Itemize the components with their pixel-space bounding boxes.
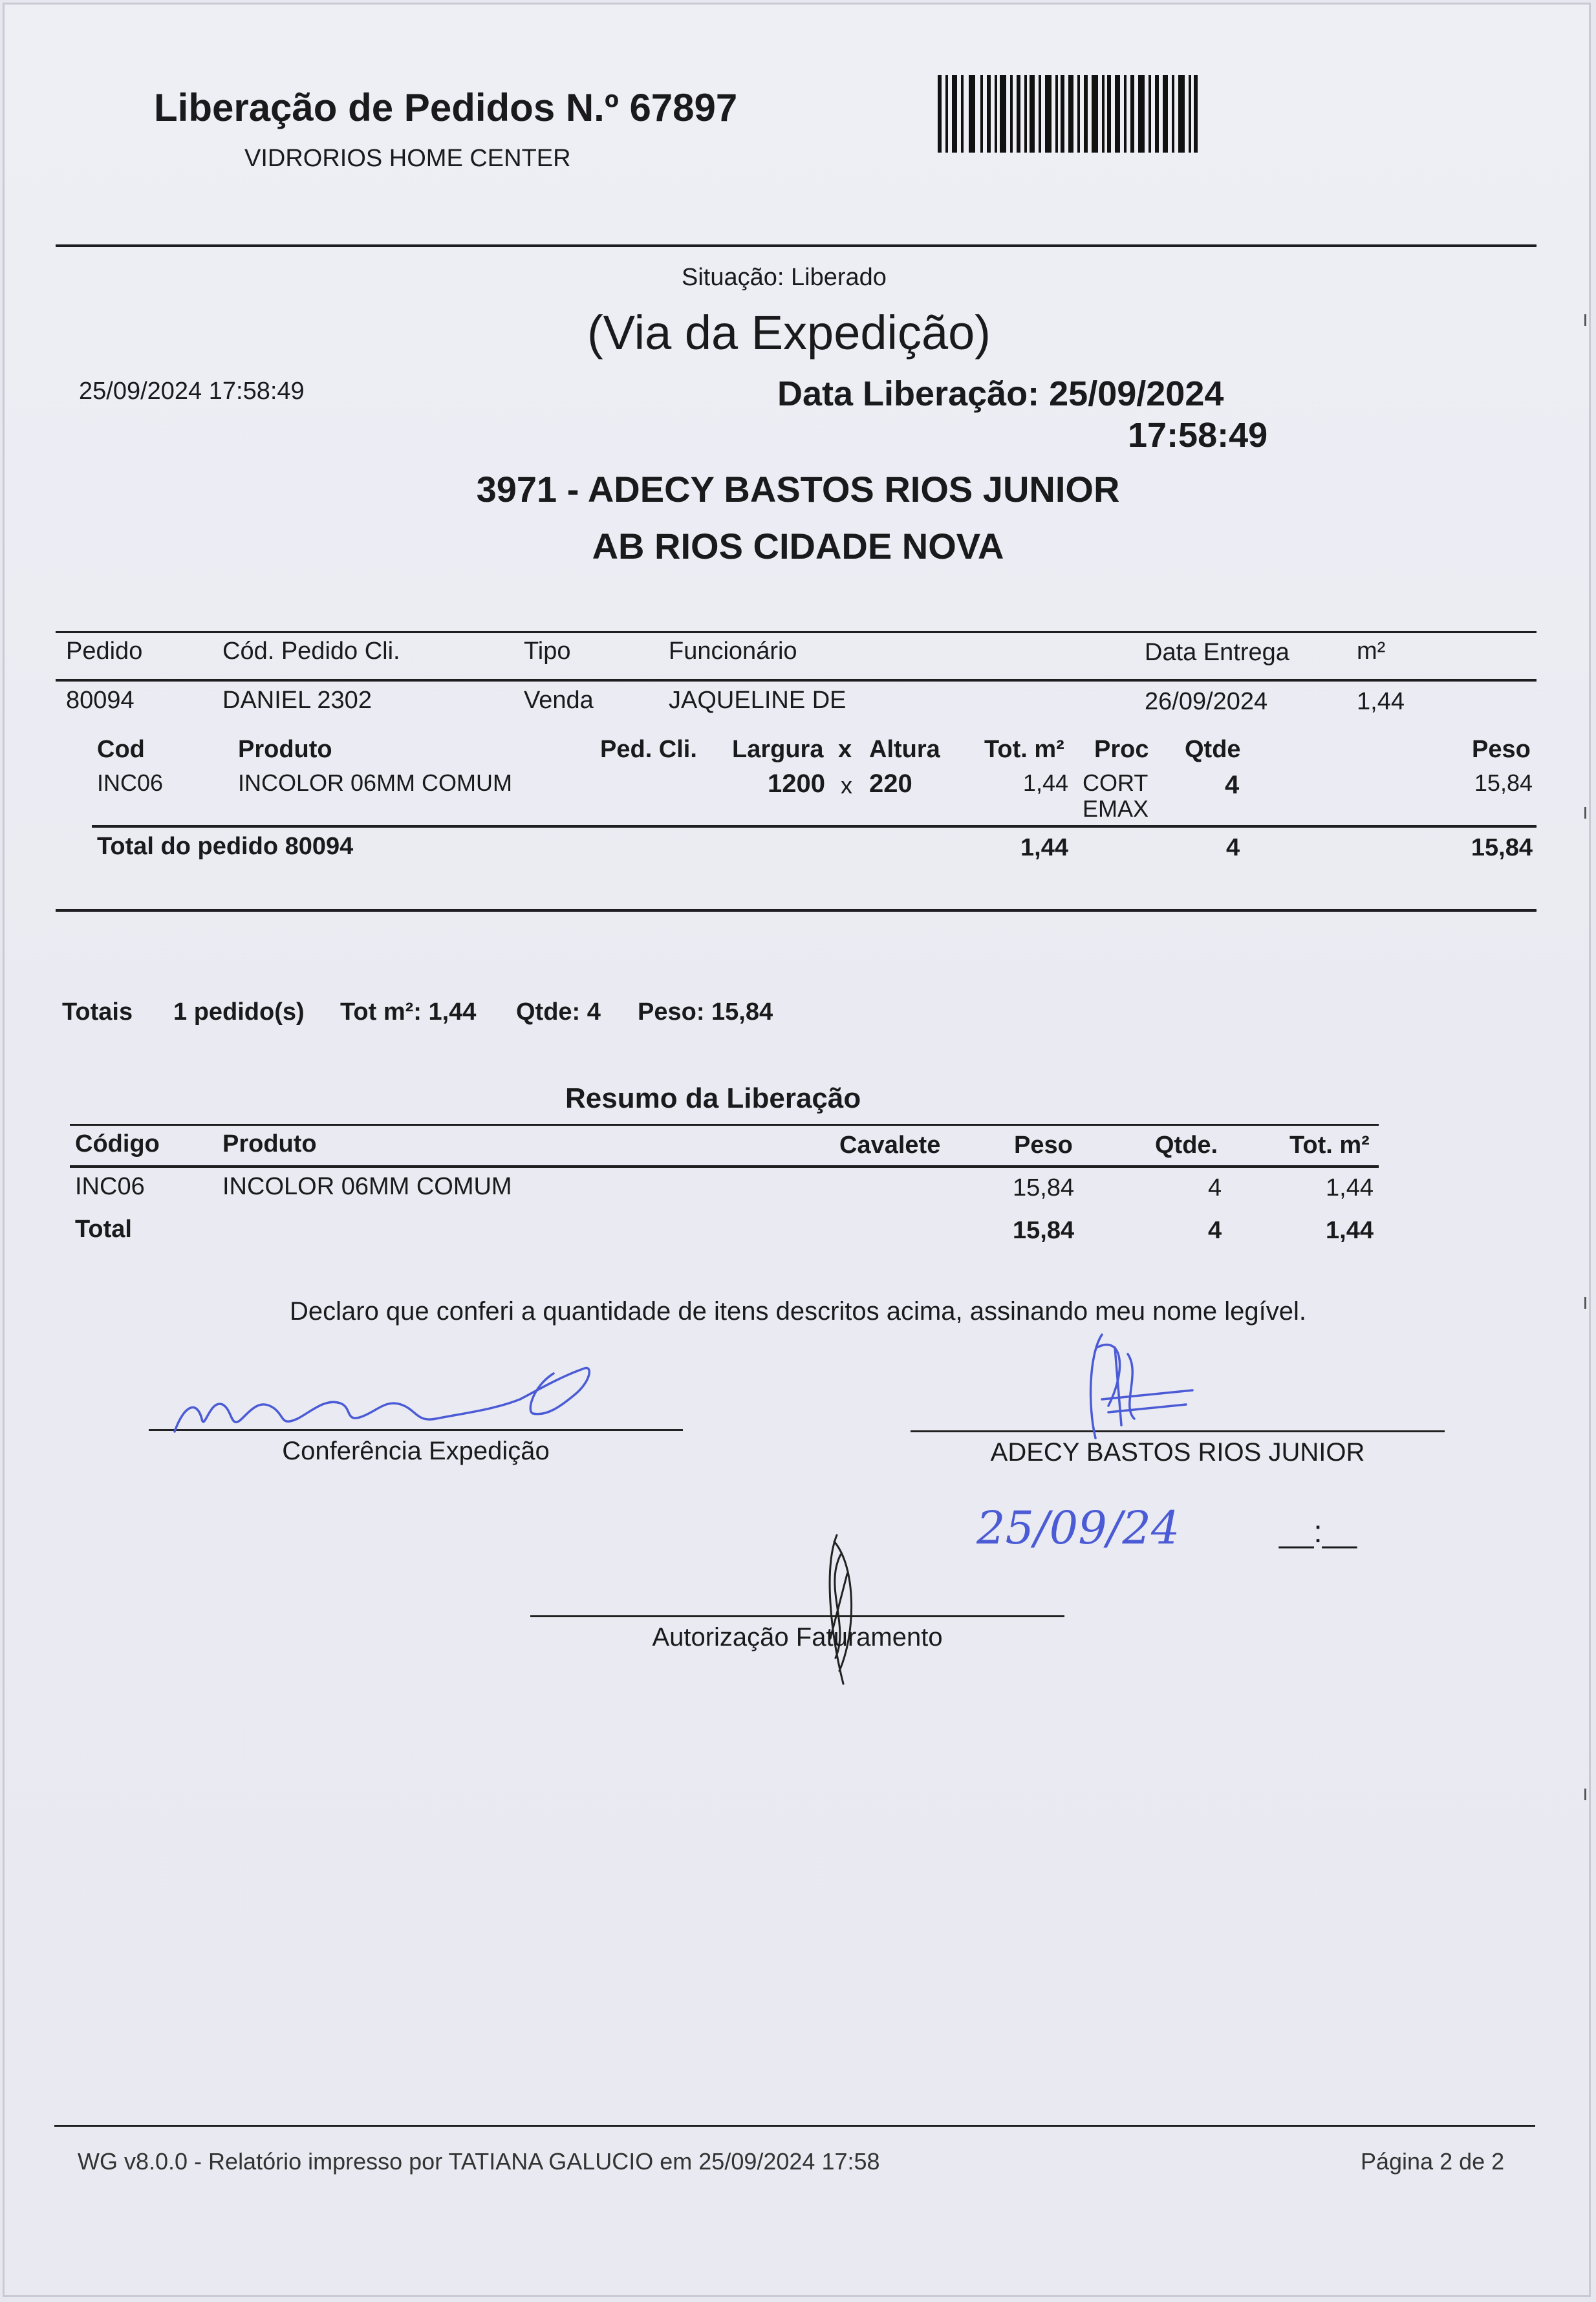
item-peso-value: 15,84 [1474, 769, 1533, 796]
order-cod-pedido-value: DANIEL 2302 [222, 687, 372, 714]
date-time-blank: __:__ [1279, 1515, 1357, 1549]
margin-mark [1584, 807, 1586, 819]
totals-pedidos: 1 pedido(s) [173, 998, 305, 1026]
client-signature-label: ADECY BASTOS RIOS JUNIOR [990, 1438, 1365, 1467]
client-store: AB RIOS CIDADE NOVA [592, 526, 1004, 566]
summary-peso-value: 15,84 [1013, 1174, 1075, 1201]
summary-codigo-value: INC06 [75, 1173, 145, 1200]
item-col-ped-cli: Ped. Cli. [600, 736, 697, 763]
item-col-cod: Cod [97, 736, 145, 763]
billing-signature-label: Autorização Faturamento [652, 1623, 943, 1651]
item-col-x: x [838, 736, 852, 763]
item-col-altura: Altura [869, 736, 940, 763]
item-qtde-value: 4 [1225, 771, 1240, 799]
expedition-signature-label: Conferência Expedição [282, 1437, 550, 1465]
summary-total-m2: 1,44 [1326, 1217, 1374, 1244]
summary-col-tot-m2: Tot. m² [1289, 1132, 1370, 1159]
order-table-header-rule [56, 679, 1537, 682]
footer-page-number: Página 2 de 2 [1361, 2148, 1505, 2175]
item-cod-value: INC06 [97, 769, 164, 796]
totals-qtde: Qtde: 4 [516, 998, 601, 1026]
summary-qtde-value: 4 [1208, 1174, 1222, 1201]
totals-m2: Tot m²: 1,44 [340, 998, 477, 1026]
order-col-cod-pedido: Cód. Pedido Cli. [222, 638, 400, 665]
order-col-data-entrega: Data Entrega [1145, 639, 1289, 666]
order-col-funcionario: Funcionário [669, 638, 797, 665]
order-tipo-value: Venda [524, 687, 594, 714]
order-col-m2: m² [1357, 638, 1386, 665]
item-col-produto: Produto [238, 736, 332, 763]
item-col-proc: Proc [1094, 736, 1149, 763]
order-total-peso: 15,84 [1471, 834, 1533, 861]
item-altura-value: 220 [869, 769, 912, 798]
release-time: 17:58:49 [1128, 416, 1268, 455]
margin-mark [1584, 1297, 1586, 1309]
summary-top-rule [70, 1124, 1379, 1126]
expedition-signature-ink [171, 1354, 598, 1451]
item-x-value: x [841, 772, 852, 799]
header-divider [56, 244, 1537, 247]
document-title: Liberação de Pedidos N.º 67897 [154, 86, 738, 129]
order-col-pedido: Pedido [66, 638, 143, 665]
copy-label: (Via da Expedição) [587, 306, 991, 360]
order-table-top-rule [56, 631, 1537, 633]
item-col-largura: Largura [732, 736, 824, 763]
item-col-peso: Peso [1472, 736, 1531, 763]
item-total-rule [92, 825, 1537, 828]
items-section-end-rule [56, 909, 1537, 912]
totals-label: Totais [62, 998, 133, 1026]
summary-col-produto: Produto [222, 1130, 317, 1157]
summary-total-peso: 15,84 [1013, 1217, 1075, 1244]
item-proc-value-1: CORT [1083, 769, 1148, 796]
client-name: 3971 - ADECY BASTOS RIOS JUNIOR [476, 469, 1120, 510]
order-total-qtde: 4 [1226, 834, 1240, 861]
order-col-tipo: Tipo [524, 638, 571, 665]
margin-mark [1584, 1789, 1586, 1800]
summary-col-peso: Peso [1014, 1132, 1073, 1159]
client-signature-ink [1083, 1328, 1199, 1451]
footer-print-info: WG v8.0.0 - Relatório impresso por TATIANA GALUCIO em 25/09/2024 17:58 [78, 2148, 880, 2175]
barcode-image [938, 75, 1199, 154]
summary-title: Resumo da Liberação [565, 1082, 861, 1114]
company-name: VIDRORIOS HOME CENTER [244, 145, 571, 172]
order-pedido-value: 80094 [66, 687, 135, 714]
order-data-entrega-value: 26/09/2024 [1145, 688, 1268, 715]
footer-rule [54, 2125, 1535, 2127]
summary-tot-m2-value: 1,44 [1326, 1174, 1374, 1201]
totals-peso: Peso: 15,84 [638, 998, 773, 1026]
summary-col-qtde: Qtde. [1155, 1132, 1218, 1159]
item-largura-value: 1200 [768, 769, 825, 798]
order-total-label: Total do pedido 80094 [97, 833, 354, 860]
order-m2-value: 1,44 [1357, 688, 1405, 715]
item-col-qtde: Qtde [1185, 736, 1241, 763]
billing-signature-ink [811, 1529, 876, 1697]
item-produto-value: INCOLOR 06MM COMUM [238, 769, 513, 796]
status-text: Situação: Liberado [682, 264, 887, 291]
order-funcionario-value: JAQUELINE DE [669, 687, 847, 714]
printed-datetime: 25/09/2024 17:58:49 [79, 378, 305, 405]
item-tot-m2-value: 1,44 [1022, 769, 1068, 796]
summary-total-qtde: 4 [1208, 1217, 1222, 1244]
item-proc-value-2: EMAX [1083, 795, 1149, 822]
release-date: Data Liberação: 25/09/2024 [777, 374, 1224, 413]
summary-produto-value: INCOLOR 06MM COMUM [222, 1173, 512, 1200]
summary-col-codigo: Código [75, 1130, 160, 1157]
item-col-tot-m2: Tot. m² [984, 736, 1064, 763]
summary-total-label: Total [75, 1216, 132, 1243]
order-total-m2: 1,44 [1020, 834, 1068, 861]
declaration-text: Declaro que conferi a quantidade de itens descritos acima, assinando meu nome legível. [289, 1297, 1307, 1326]
billing-signature-line [530, 1615, 1064, 1617]
handwritten-date: 25/09/24 [976, 1501, 1180, 1554]
margin-mark [1584, 314, 1586, 326]
document-page [3, 3, 1591, 2297]
summary-col-cavalete: Cavalete [839, 1132, 941, 1159]
summary-header-rule [70, 1165, 1379, 1168]
